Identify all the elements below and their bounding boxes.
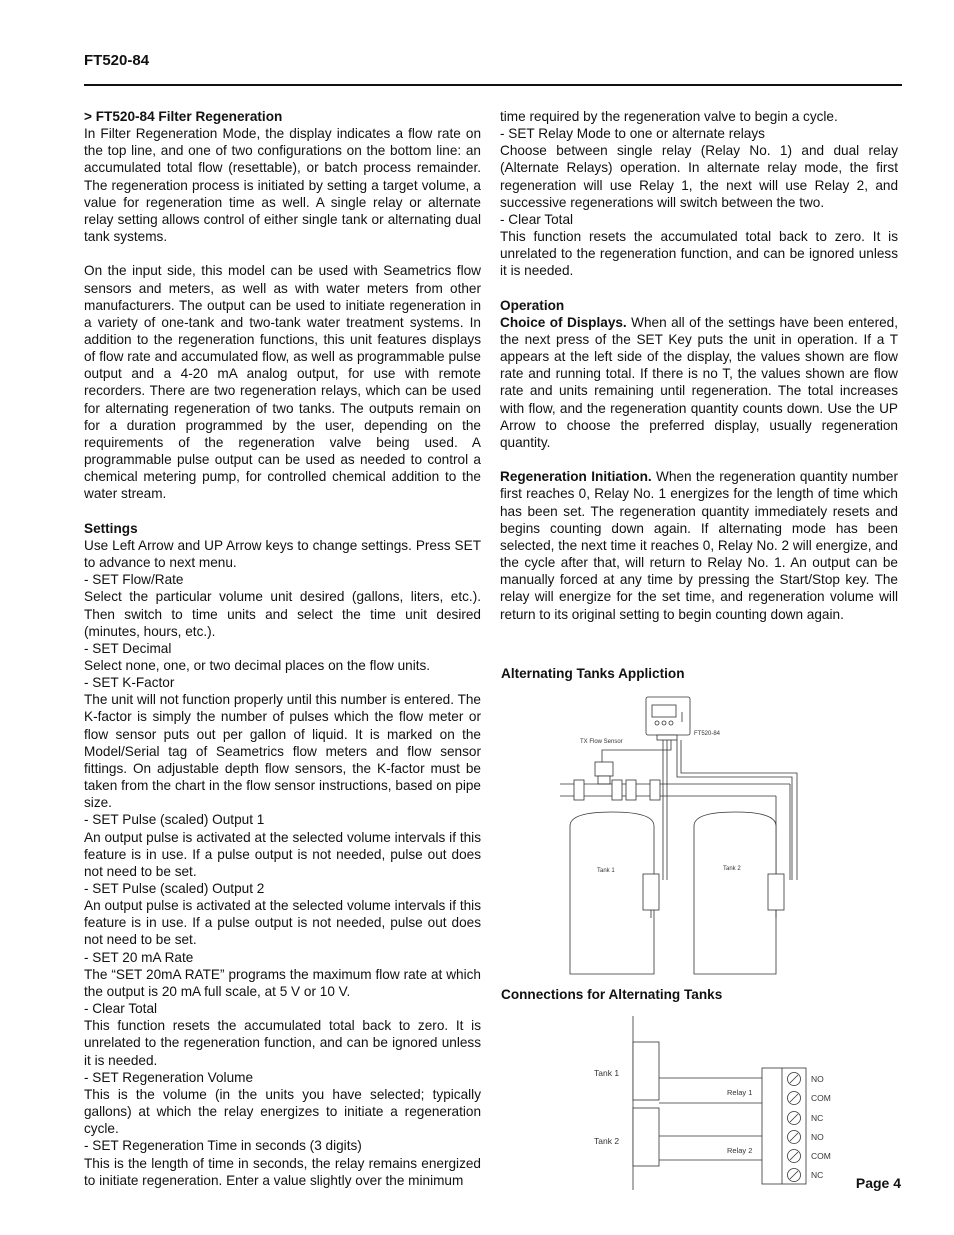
conn-tank1-label: Tank 1 — [594, 1068, 620, 1078]
terminal-com-1: COM — [811, 1093, 831, 1103]
clear-total-text: This function resets the accumulated total back to zero. It is unrelated to the regeneration function, and can be ignored unless it is needed. — [84, 1018, 481, 1068]
set-regen-volume-text: This is the volume (in the units you have selected; typically gallons) at which the relay energizes to initiate a regeneration cycle. — [84, 1086, 481, 1137]
regeneration-initiation-paragraph — [500, 468, 898, 622]
terminal-no-1: NO — [811, 1074, 824, 1084]
set-decimal-label: - SET Decimal — [84, 640, 172, 656]
header-title: FT520-84 — [84, 52, 150, 69]
set-20ma-label: - SET 20 mA Rate — [84, 949, 194, 965]
set-pulse1-text: An output pulse is activated at the selected volume intervals if this feature is in use. If a pulse output is not needed, pulse out does not need to be set. — [84, 829, 481, 879]
header-rule — [84, 84, 902, 86]
set-regen-volume-label: - SET Regeneration Volume — [84, 1069, 254, 1085]
figure1-caption: Alternating Tanks Appliction — [501, 666, 685, 681]
choice-label: Choice of Displays. — [500, 314, 627, 330]
set-pulse1-label: - SET Pulse (scaled) Output 1 — [84, 812, 265, 828]
continued-text: time required by the regeneration valve to begin a cycle. — [500, 109, 838, 124]
settings-heading: Settings — [84, 520, 138, 536]
set-pulse2-text: An output pulse is activated at the selected volume intervals if this feature is in use. If a pulse output is not needed, pulse out does not need to be set. — [84, 898, 481, 948]
set-relay-label: - SET Relay Mode to one or alternate relays — [500, 126, 765, 142]
conn-tank2-label: Tank 2 — [594, 1136, 620, 1146]
terminal-nc-2: NC — [811, 1170, 824, 1180]
clear-total-label-right: - Clear Total — [500, 211, 574, 227]
tank-2 — [694, 812, 776, 974]
regen-label: Regeneration Initiation. — [500, 469, 652, 485]
device-label: FT520-84 — [694, 731, 721, 737]
tank1-label: Tank 1 — [597, 868, 615, 874]
relay1-label: Relay 1 — [727, 1088, 753, 1097]
alternating-tanks-diagram — [540, 690, 830, 980]
tank-1 — [570, 812, 654, 974]
regen-text: When the regeneration quantity number first reaches 0, Relay No. 1 energizes for the length of time which has been set. The regeneration quantity immediately resets and begins counting down again. If alternating mode has been selected, the next time it reaches 0, Relay No. 2 will energize, and the cycle after that, will return to Relay No. 1. An output can be manually forced at any time by pressing the Start/Stop key. The relay will energize for the set time, and regeneration volume will return to its original setting to begin counting down again. — [500, 469, 898, 622]
set-kfactor-label: - SET K-Factor — [84, 675, 175, 691]
terminal-nc-1: NC — [811, 1113, 824, 1123]
terminal-block — [762, 1068, 806, 1184]
tank2-label: Tank 2 — [723, 866, 741, 872]
intro-paragraph: In Filter Regeneration Mode, the display indicates a flow rate on the top line, and one of two configurations on the bottom line: an accumulated total flow (resettable), or batch process remainder. The regeneration process is initiated by setting a target volume, a value for regeneration time as well. A single relay or alternate relay setting allows control of either single tank or alternating dual tank systems. — [84, 126, 481, 245]
figure2-caption: Connections for Alternating Tanks — [501, 987, 723, 1002]
set-decimal-text: Select none, one, or two decimal places on the flow units. — [84, 657, 431, 673]
choice-of-displays-paragraph — [500, 314, 898, 451]
left-column — [84, 108, 481, 1189]
page-number: Page 4 — [855, 1175, 901, 1191]
choice-text: When all of the settings have been entered, the next press of the SET Key puts the unit in operation. If a T appears at the left side of the display, the values shown are flow rate and running total. If there is no T, the values shown are flow rate and units remaining until regeneration. The total increases with flow, and the regeneration quantity counts down. Use the UP Arrow to choose the preferred display, usually regeneration quantity. — [500, 314, 898, 450]
tank1-block — [633, 1042, 659, 1100]
clear-total-label: - Clear Total — [84, 1001, 158, 1017]
set-flow-label: - SET Flow/Rate — [84, 572, 184, 588]
terminal-no-2: NO — [811, 1132, 824, 1142]
set-regen-time-label: - SET Regeneration Time in seconds (3 digits) — [84, 1138, 362, 1154]
operation-heading: Operation — [500, 297, 565, 313]
set-flow-text: Select the particular volume unit desired (gallons, liters, etc.). Then switch to time units and select the time unit desired (minutes, hours, etc.). — [84, 589, 481, 639]
terminal-com-2: COM — [811, 1151, 831, 1161]
set-20ma-text: The “SET 20mA RATE” programs the maximum flow rate at which the output is 20 mA full scale, at 5 V or 10 V. — [84, 966, 481, 999]
set-regen-time-text: This is the length of time in seconds, the relay remains energized to initiate regeneration. Enter a value slightly over the minimum — [84, 1155, 481, 1188]
settings-intro: Use Left Arrow and UP Arrow keys to change settings. Press SET to advance to next menu. — [84, 537, 481, 571]
section-heading-filter-regeneration: > FT520-84 Filter Regeneration — [84, 109, 283, 124]
relay2-label: Relay 2 — [727, 1146, 753, 1155]
input-side-paragraph: On the input side, this model can be used with Seametrics flow sensors and meters, as well as with water meters from other manufacturers. The output can be used to initiate regeneration in a variety of one-tank and two-tank water treatment systems. In addition to the regeneration functions, this unit features displays of flow rate and accumulated flow, as well as programmable pulse output and a 4-20 mA analog output, for use with remote recorders. There are two regeneration relays, which can be used for alternating regeneration of two tanks. The outputs remain on for a duration programmed by the user, depending on the requirements of the regeneration valve being used. A programmable pulse output can be used as needed to control a chemical metering pump, for controlled chemical addition to the water stream. — [84, 263, 481, 502]
set-kfactor-text: The unit will not function properly until this number is entered. The K-factor is simply the number of pulses which the flow meter or flow sensor puts out per gallon of liquid. It is marked on the Model/Serial tag of Seametrics flow meters and flow sensor fittings. On adjustable depth flow sensors, the K-factor must be taken from the chart in the flow sensor instructions, based on pipe size. — [84, 692, 481, 811]
flow-sensor — [595, 762, 613, 776]
set-pulse2-label: - SET Pulse (scaled) Output 2 — [84, 881, 265, 896]
tank2-block — [633, 1108, 659, 1166]
sensor-label: TX Flow Sensor — [580, 739, 623, 745]
set-relay-text: Choose between single relay (Relay No. 1) and dual relay (Alternate Relays) operation. In alternate relay mode, the first regeneration will use Relay 1, the next will use Relay 2, and successive regenerations will switch between the two. — [500, 143, 898, 210]
clear-total-text-right: This function resets the accumulated total back to zero. It is unrelated to the regeneration function, and can be ignored unless it is needed. — [500, 229, 898, 279]
connections-diagram — [585, 1010, 845, 1190]
right-column — [500, 108, 898, 623]
